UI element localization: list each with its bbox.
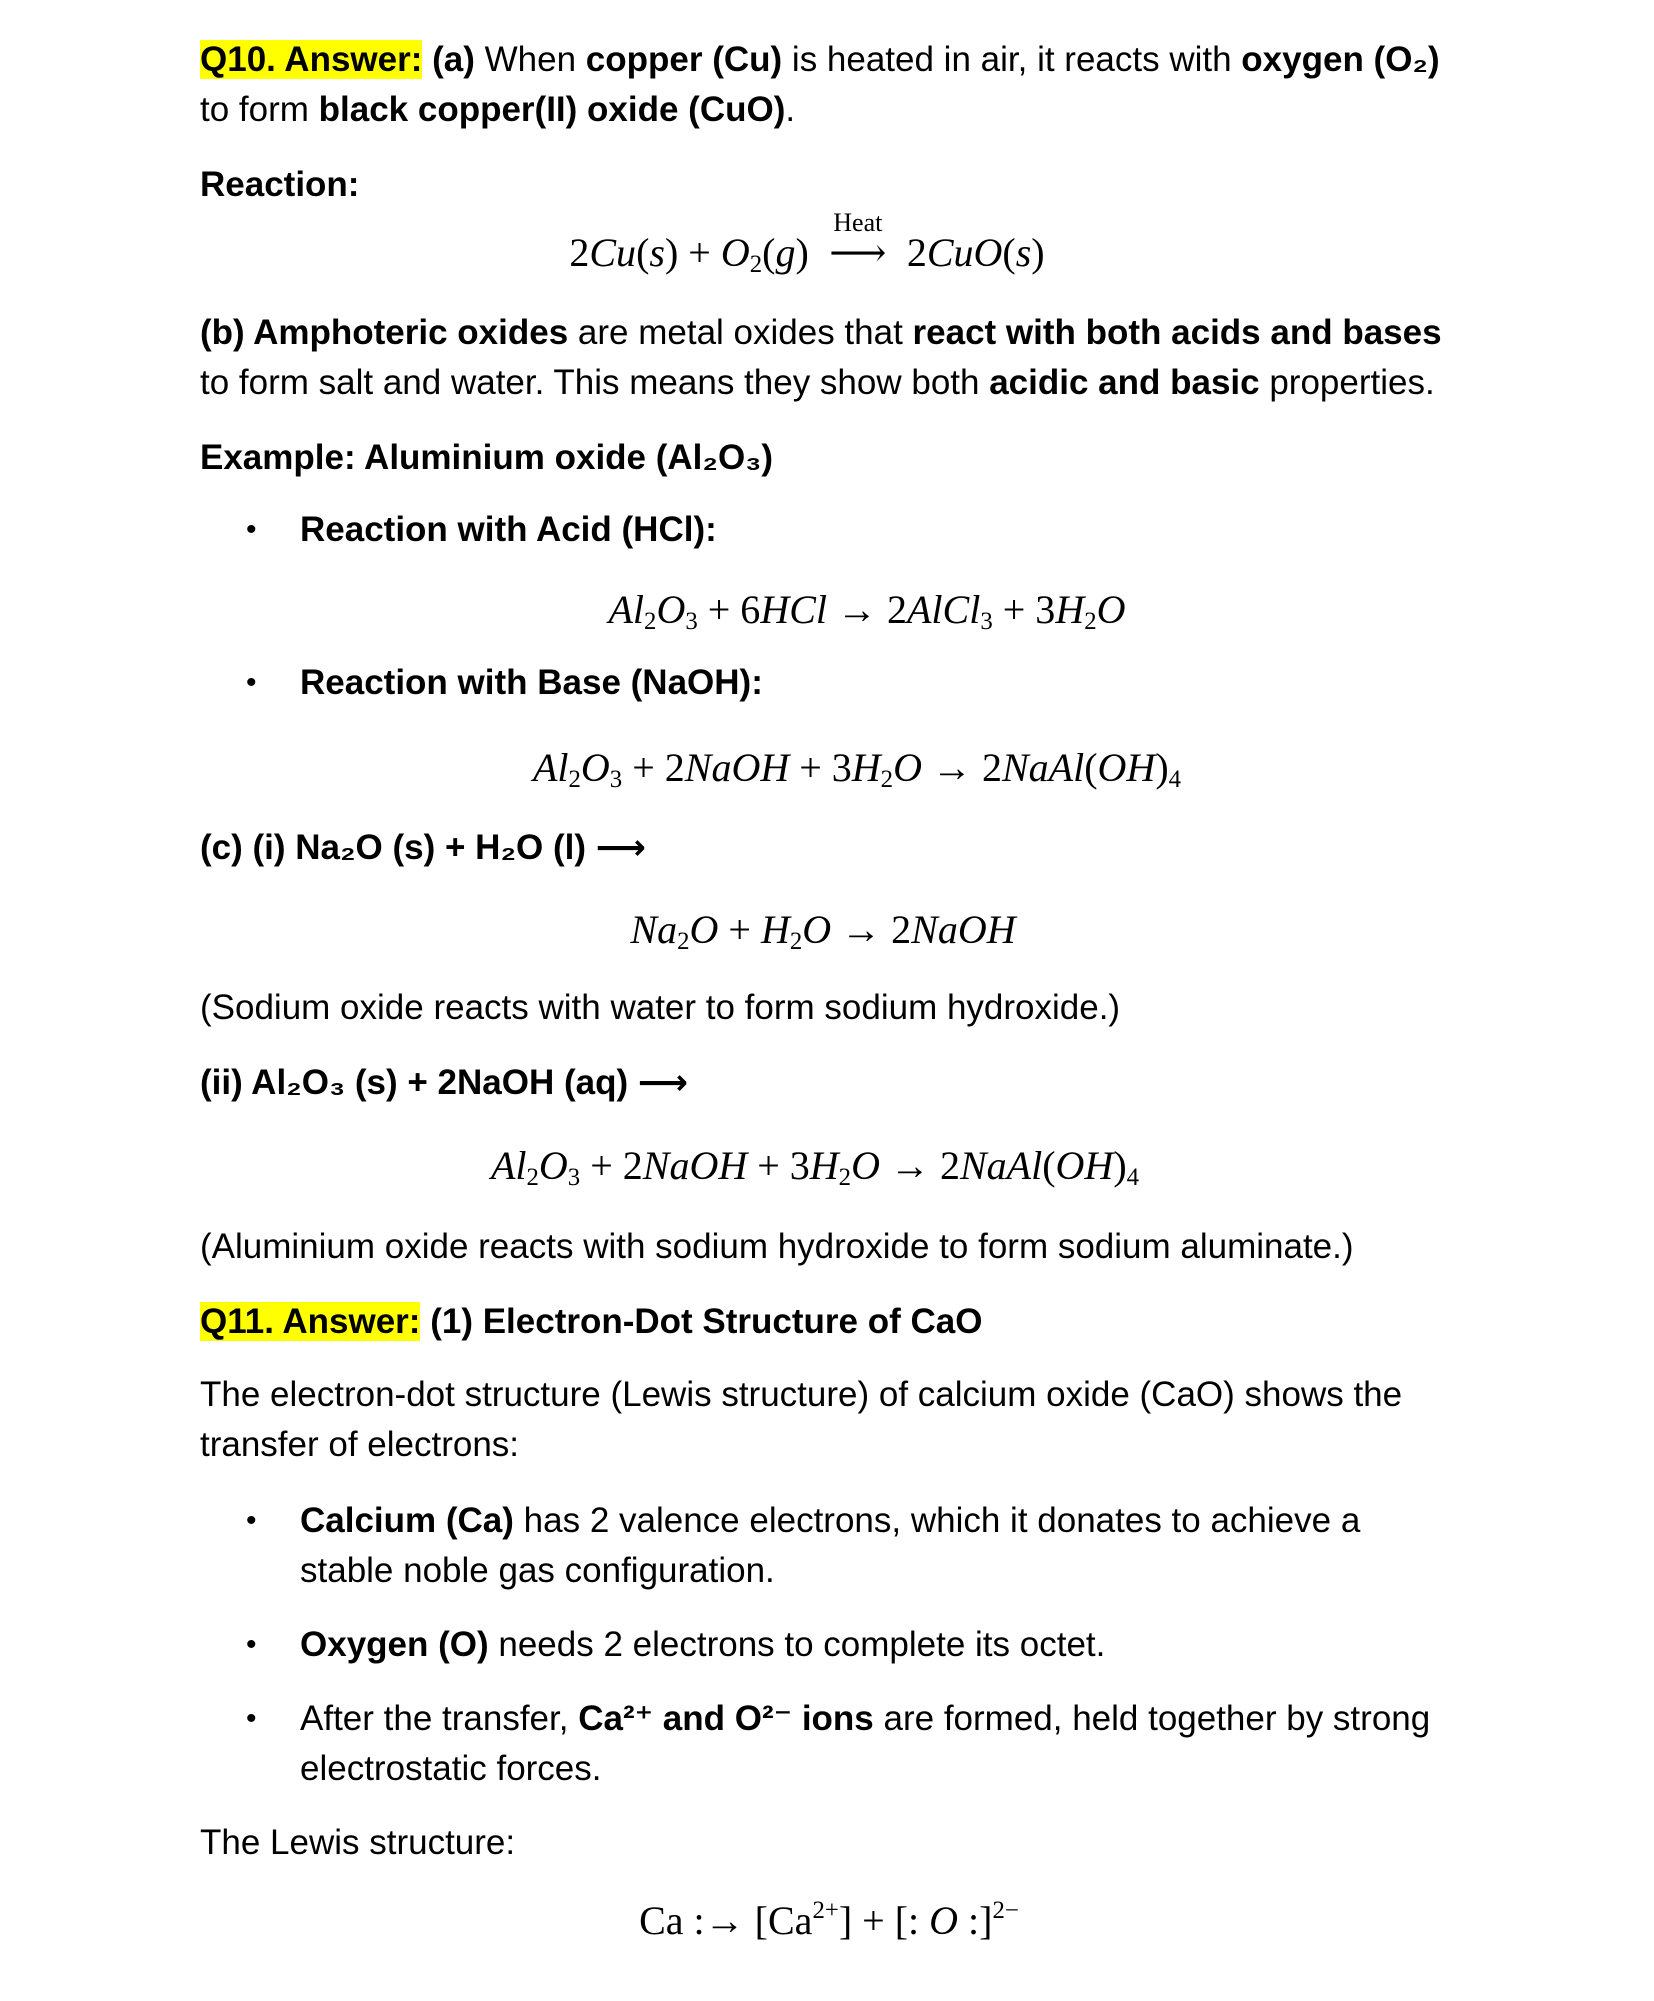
bullet-dot: •: [246, 1702, 257, 1735]
equation-alumina-base: $Al_2O_3$ + 2NaOH + $3H_2O$ → $2NaAl(OH)_4$: [532, 745, 1182, 794]
q10-c-ii-note: (Aluminium oxide reacts with sodium hydroxide to form sodium aluminate.): [200, 1227, 1354, 1266]
q11-point3-line1: After the transfer, Ca²⁺ and O²⁻ ions are formed, held together by strong: [300, 1699, 1431, 1738]
bullet-dot: •: [246, 666, 257, 699]
equation-alumina-acid: $Al_2O_3 + 6HCl$ → 2AlCl$_3$ + $3H_2O$: [608, 587, 1126, 636]
equation-lewis-cao: Ca :→ $[Ca^{2+}]$ + [: O :]$^{2-}$: [639, 1896, 1019, 1943]
q11-intro-line2: transfer of electrons:: [200, 1425, 520, 1464]
bullet-acid-reaction: Reaction with Acid (HCl):: [300, 510, 717, 549]
bullet-dot: •: [246, 513, 257, 546]
reaction-heading: Reaction:: [200, 165, 360, 204]
q10-c-i: (c) (i) Na₂O (s) + H₂O (l) ⟶: [200, 828, 646, 867]
q10-b-line1: (b) Amphoteric oxides are metal oxides that react with both acids and bases: [200, 313, 1442, 352]
q11-heading-line: Q11. Answer: (1) Electron-Dot Structure of CaO: [200, 1302, 983, 1341]
q11-point1-line2: stable noble gas configuration.: [300, 1551, 775, 1590]
q10-a-line1: Q10. Answer: (a) When copper (Cu) is heated in air, it reacts with oxygen (O₂): [200, 40, 1440, 79]
q11-point2: Oxygen (O) needs 2 electrons to complete its octet.: [300, 1625, 1106, 1664]
q11-point3-line2: electrostatic forces.: [300, 1749, 602, 1788]
q10-b-line2: to form salt and water. This means they show both acidic and basic properties.: [200, 363, 1435, 402]
example-heading: Example: Aluminium oxide (Al₂O₃): [200, 438, 774, 477]
equation-alumina-naoh: $Al_2O_3$ + 2NaOH + $3H_2O$ → $2NaAl(OH)_4$: [490, 1143, 1140, 1192]
bullet-dot: •: [246, 1628, 257, 1661]
q11-answer-label: Q11. Answer:: [200, 1302, 421, 1341]
lewis-heading: The Lewis structure:: [200, 1823, 516, 1862]
equation-copper-oxide: $2Cu(s) + O_2(g)$ Heat ⟶ 2CuO(s): [0, 225, 1634, 281]
q10-c-i-note: (Sodium oxide reacts with water to form sodium hydroxide.): [200, 988, 1121, 1027]
q10-answer-label: Q10. Answer:: [200, 40, 423, 79]
q11-intro-line1: The electron-dot structure (Lewis structure) of calcium oxide (CaO) shows the: [200, 1375, 1403, 1414]
heat-arrow: Heat ⟶: [829, 208, 887, 275]
equation-sodium-oxide: $Na_2O + H_2O$ → 2NaOH: [630, 907, 1016, 956]
bullet-base-reaction: Reaction with Base (NaOH):: [300, 663, 763, 702]
q10-c-ii: (ii) Al₂O₃ (s) + 2NaOH (aq) ⟶: [200, 1063, 689, 1102]
q11-point1-line1: Calcium (Ca) has 2 valence electrons, which it donates to achieve a: [300, 1501, 1361, 1540]
bullet-dot: •: [246, 1504, 257, 1537]
q10-a-line2: to form black copper(II) oxide (CuO).: [200, 90, 796, 129]
